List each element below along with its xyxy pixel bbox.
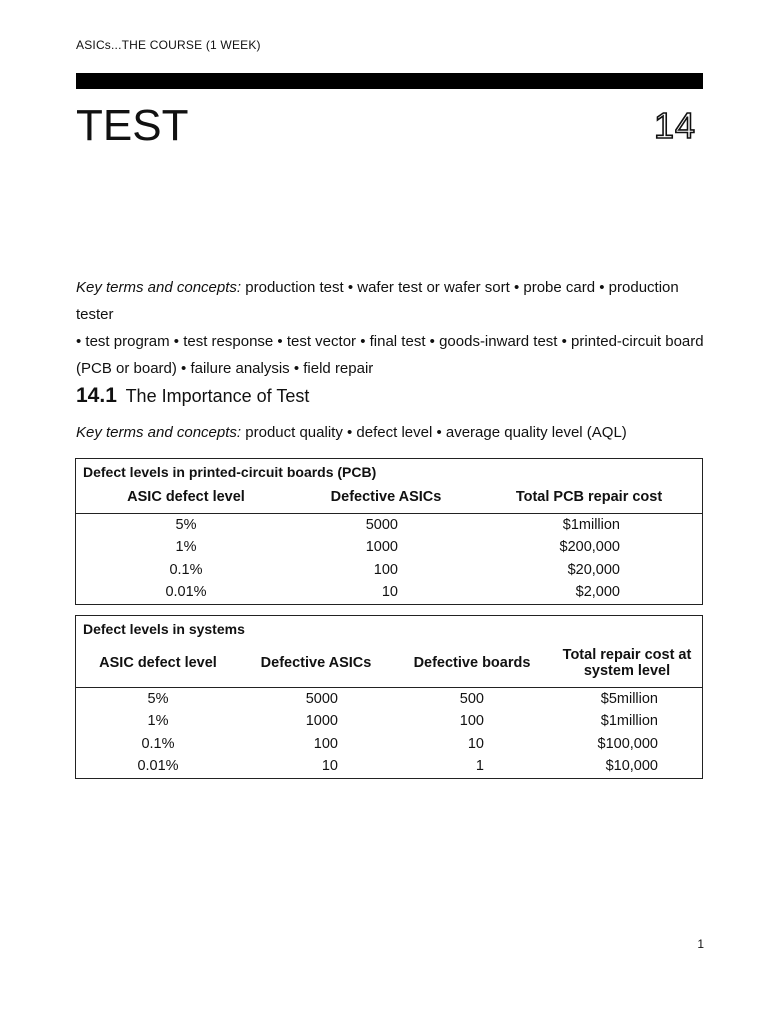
cell-repair-cost: $1million [562, 516, 620, 533]
key-terms-line-2: • test program • test response • test vector • final test • goods-inward test • printed-circuit board [76, 333, 704, 350]
cell-defect-level: 0.1% [169, 561, 203, 578]
systems-header-defective-boards: Defective boards [392, 639, 552, 687]
section-key-terms-label: Key terms and concepts: [76, 424, 242, 441]
cell-defective-boards: 500 [459, 690, 484, 707]
cell-defect-level: 0.01% [137, 758, 179, 774]
systems-table-grid [76, 639, 702, 778]
cell-defective-asics: 100 [373, 561, 398, 578]
table-row [76, 755, 702, 778]
cell-defective-boards: 10 [467, 735, 484, 752]
table-row [76, 733, 702, 756]
pcb-defect-table [75, 458, 703, 605]
cell-defective-asics: 1000 [365, 539, 398, 555]
cell-defective-asics: 10 [321, 758, 338, 774]
pcb-header-repair-cost: Total PCB repair cost [476, 482, 702, 513]
table-row [76, 559, 702, 582]
cell-defect-level: 0.01% [165, 584, 207, 600]
table-row [76, 710, 702, 733]
cell-defective-asics: 1000 [305, 713, 338, 729]
pcb-table-grid [76, 482, 702, 604]
cell-repair-cost: $5million [600, 690, 658, 707]
cell-defective-boards: 1 [475, 758, 484, 774]
key-terms-text-1: production test • wafer test or wafer sort • probe card • production tester [76, 279, 679, 323]
chapter-title: TEST [76, 101, 189, 150]
section-number: 14.1 [76, 384, 117, 407]
chapter-number: 14 [653, 105, 696, 146]
systems-header-defective-asics: Defective ASICs [240, 639, 392, 687]
key-terms-line-3: (PCB or board) • failure analysis • field repair [76, 360, 374, 377]
cell-repair-cost: $20,000 [567, 561, 620, 578]
cell-defective-asics: 10 [381, 584, 398, 600]
cell-defect-level: 0.1% [141, 735, 175, 752]
table-row [76, 513, 702, 536]
table-row [76, 687, 702, 710]
table-row [76, 581, 702, 604]
page-number: 1 [697, 937, 704, 951]
systems-header-repair-cost: Total repair cost at system level [552, 639, 702, 687]
section-key-terms-text: product quality • defect level • average quality level (AQL) [245, 424, 627, 441]
chapter-rule [76, 73, 703, 89]
cell-defective-boards: 100 [459, 713, 484, 729]
running-head: ASICs...THE COURSE (1 WEEK) [76, 38, 261, 52]
section-key-terms [76, 419, 706, 446]
cell-repair-cost: $10,000 [605, 758, 658, 774]
cell-defect-level: 5% [147, 690, 169, 707]
cell-defect-level: 1% [147, 713, 169, 729]
key-terms-label: Key terms and concepts: [76, 279, 242, 296]
section-heading [76, 383, 309, 409]
systems-table-caption: Defect levels in systems [83, 621, 245, 637]
systems-header-defect-level: ASIC defect level [76, 639, 240, 687]
cell-repair-cost: $100,000 [597, 735, 658, 752]
chapter-key-terms [76, 274, 706, 382]
cell-defective-asics: 5000 [305, 690, 338, 707]
cell-repair-cost: $2,000 [575, 584, 620, 600]
pcb-header-defective-asics: Defective ASICs [296, 482, 476, 513]
cell-defect-level: 5% [175, 516, 197, 533]
cell-defective-asics: 100 [313, 735, 338, 752]
cell-repair-cost: $1million [600, 713, 658, 729]
section-title: The Importance of Test [125, 386, 310, 406]
table-row [76, 536, 702, 559]
pcb-header-defect-level: ASIC defect level [76, 482, 296, 513]
key-terms-line-1 [76, 274, 706, 328]
pcb-table-caption: Defect levels in printed-circuit boards (PCB) [83, 464, 377, 480]
systems-defect-table [75, 615, 703, 779]
cell-repair-cost: $200,000 [559, 539, 620, 555]
cell-defect-level: 1% [175, 539, 197, 555]
cell-defective-asics: 5000 [365, 516, 398, 533]
